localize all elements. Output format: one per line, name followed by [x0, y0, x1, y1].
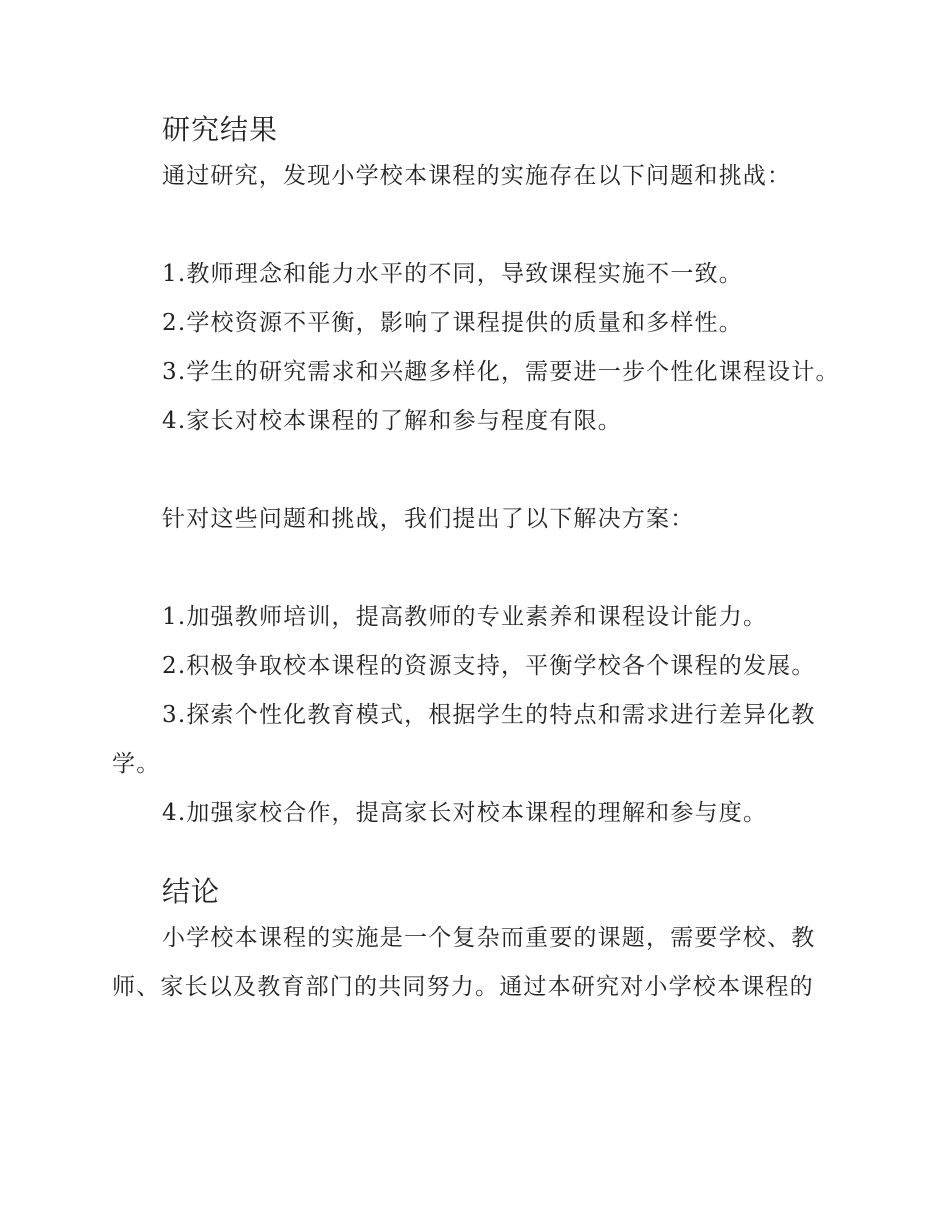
heading-conclusion: 结论: [162, 875, 221, 908]
paragraph-gap: [112, 544, 852, 593]
solution-item-2: 2.积极争取校本课程的资源支持，平衡学校各个课程的发展。: [162, 653, 816, 679]
heading-research-results: 研究结果: [162, 113, 279, 146]
paragraph-gap: [112, 446, 852, 495]
problem-item-2: 2.学校资源不平衡，影响了课程提供的质量和多样性。: [162, 310, 743, 336]
paragraph-conclusion: 小学校本课程的实施是一个复杂而重要的课题，需要学校、教师、家长以及教育部门的共同努力。通过本研究对小学校本课程的: [112, 925, 816, 1000]
problem-item-3: 3.学生的研究需求和兴趣多样化，需要进一步个性化课程设计。: [162, 359, 840, 385]
problem-item-1: 1.教师理念和能力水平的不同，导致课程实施不一致。: [162, 261, 743, 287]
paragraph-results-intro: 通过研究，发现小学校本课程的实施存在以下问题和挑战：: [162, 163, 792, 189]
solution-item-3: 3.探索个性化教育模式，根据学生的特点和需求进行差异化教学。: [112, 702, 816, 777]
document-content: [112, 108, 852, 1012]
problem-item-4: 4.家长对校本课程的了解和参与程度有限。: [162, 408, 622, 434]
section-gap: [112, 838, 852, 870]
solution-item-4: 4.加强家校合作，提高家长对校本课程的理解和参与度。: [162, 800, 768, 826]
paragraph-gap: [112, 201, 852, 250]
paragraph-solutions-intro: 针对这些问题和挑战，我们提出了以下解决方案：: [162, 506, 695, 532]
solution-item-1: 1.加强教师培训，提高教师的专业素养和课程设计能力。: [162, 604, 768, 630]
